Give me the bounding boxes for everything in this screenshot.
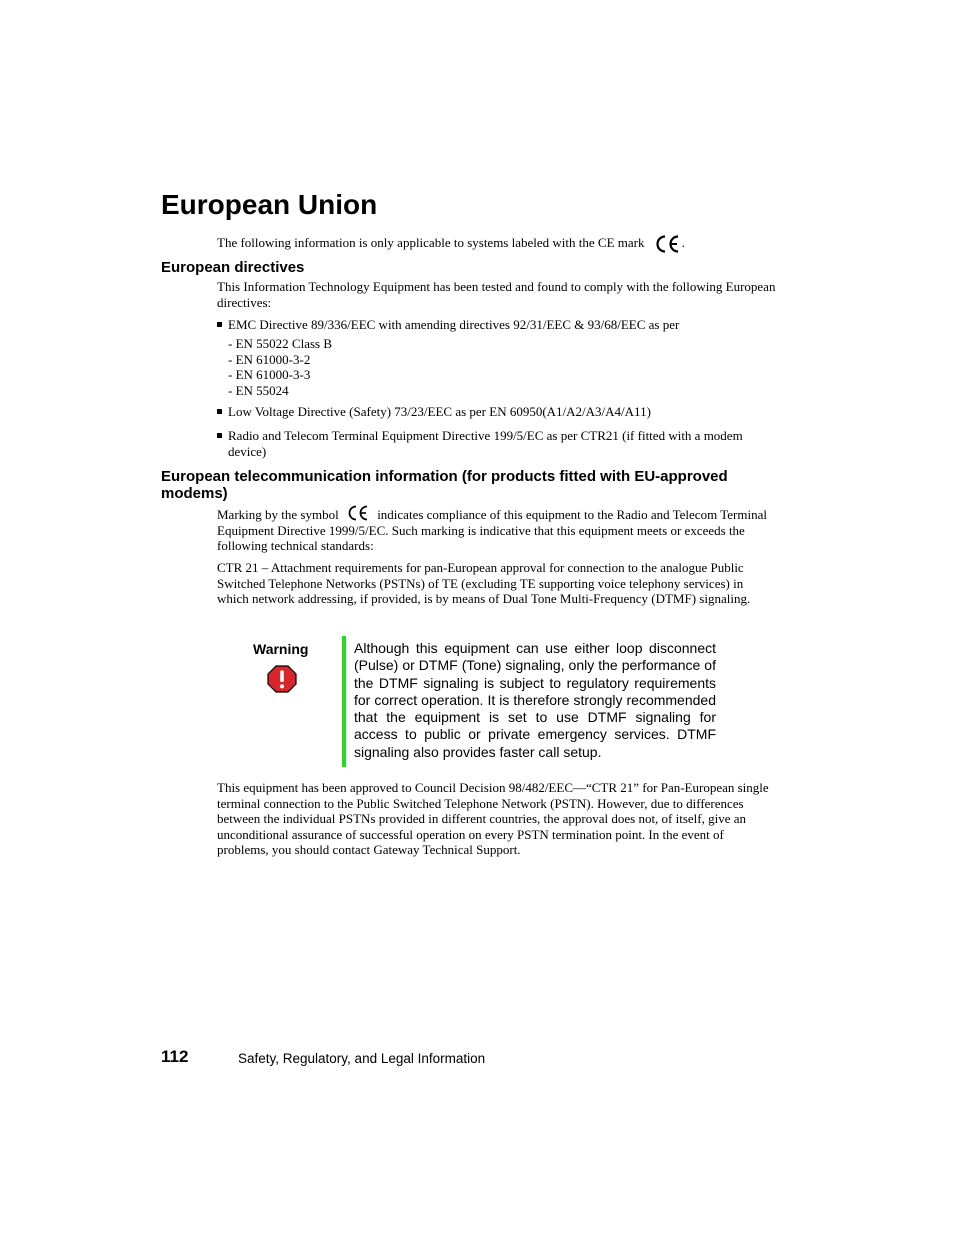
bullet-text: Radio and Telecom Terminal Equipment Directive 199/5/EC as per CTR21 (if fitted with a modem device) xyxy=(228,428,743,459)
directives-heading: European directives xyxy=(161,259,305,276)
bullet-text: Low Voltage Directive (Safety) 73/23/EEC as per EN 60950(A1/A2/A3/A4/A11) xyxy=(228,404,651,419)
standards-list xyxy=(228,336,332,398)
ce-mark-icon xyxy=(654,233,682,255)
intro-text: The following information is only applicable to systems labeled with the CE mark xyxy=(217,234,645,250)
approval-paragraph: This equipment has been approved to Council Decision 98/482/EEC—“CTR 21” for Pan-European single terminal connection to the Public Switched Telephone Network (PSTN). However, due to differences between the individual PSTNs provided in different countries, the approval does not, of itself, give an unconditional assurance of successful operation on every PSTN termination point. In the event of problems, you should contact Gateway Technical Support. xyxy=(217,780,769,858)
ce-mark-icon xyxy=(346,504,370,522)
bullet-text: EMC Directive 89/336/EEC with amending directives 92/31/EEC & 93/68/EEC as per xyxy=(228,317,680,332)
marking-text-end: indicates compliance of this equipment to the Radio and Telecom Terminal Equipment Directive 1999/5/EC. Such marking is indicative that this equipment meets or exceeds the following technical standards: xyxy=(217,507,767,554)
bullet-square-icon xyxy=(217,322,222,327)
bullet-square-icon xyxy=(217,433,222,438)
warning-text: Although this equipment can use either loop disconnect (Pulse) or DTMF (Tone) signaling, only the performance of the DTMF signaling is subject to regulatory requirements for correct operation. It is therefore strongly recommended that the equipment is set to use DTMF signaling for access to public or private emergency services. DTMF signaling also provides faster call setup. xyxy=(354,640,716,760)
ctr21-paragraph: CTR 21 – Attachment requirements for pan-European approval for connection to the analogue Public Switched Telephone Networks (PSTNs) of TE (excluding TE supporting voice telephony services) in which network addressing, if provided, is by means of Dual Tone Multi-Frequency (DTMF) signaling. xyxy=(217,560,751,607)
list-item: - EN 55024 xyxy=(228,382,289,398)
list-item: - EN 55022 Class B xyxy=(228,336,332,351)
warning-label: Warning xyxy=(253,641,309,657)
page-title: European Union xyxy=(161,189,378,220)
marking-text-start: Marking by the symbol xyxy=(217,507,339,522)
intro-paragraph xyxy=(217,233,777,255)
page-number: 112 xyxy=(161,1047,189,1066)
intro-period: . xyxy=(681,234,685,250)
footer-section-title: Safety, Regulatory, and Legal Information xyxy=(238,1051,486,1066)
warning-bar xyxy=(342,636,346,767)
list-item: - EN 61000-3-3 xyxy=(228,367,311,383)
list-item: - EN 61000-3-2 xyxy=(228,351,311,367)
marking-paragraph xyxy=(217,507,777,554)
directives-intro: This Information Technology Equipment has been tested and found to comply with the following European directives: xyxy=(217,279,776,310)
telecom-heading: European telecommunication information (for products fitted with EU-approved modems) xyxy=(161,468,728,502)
bullet-square-icon xyxy=(217,409,222,414)
warning-exclamation-icon xyxy=(267,665,297,693)
